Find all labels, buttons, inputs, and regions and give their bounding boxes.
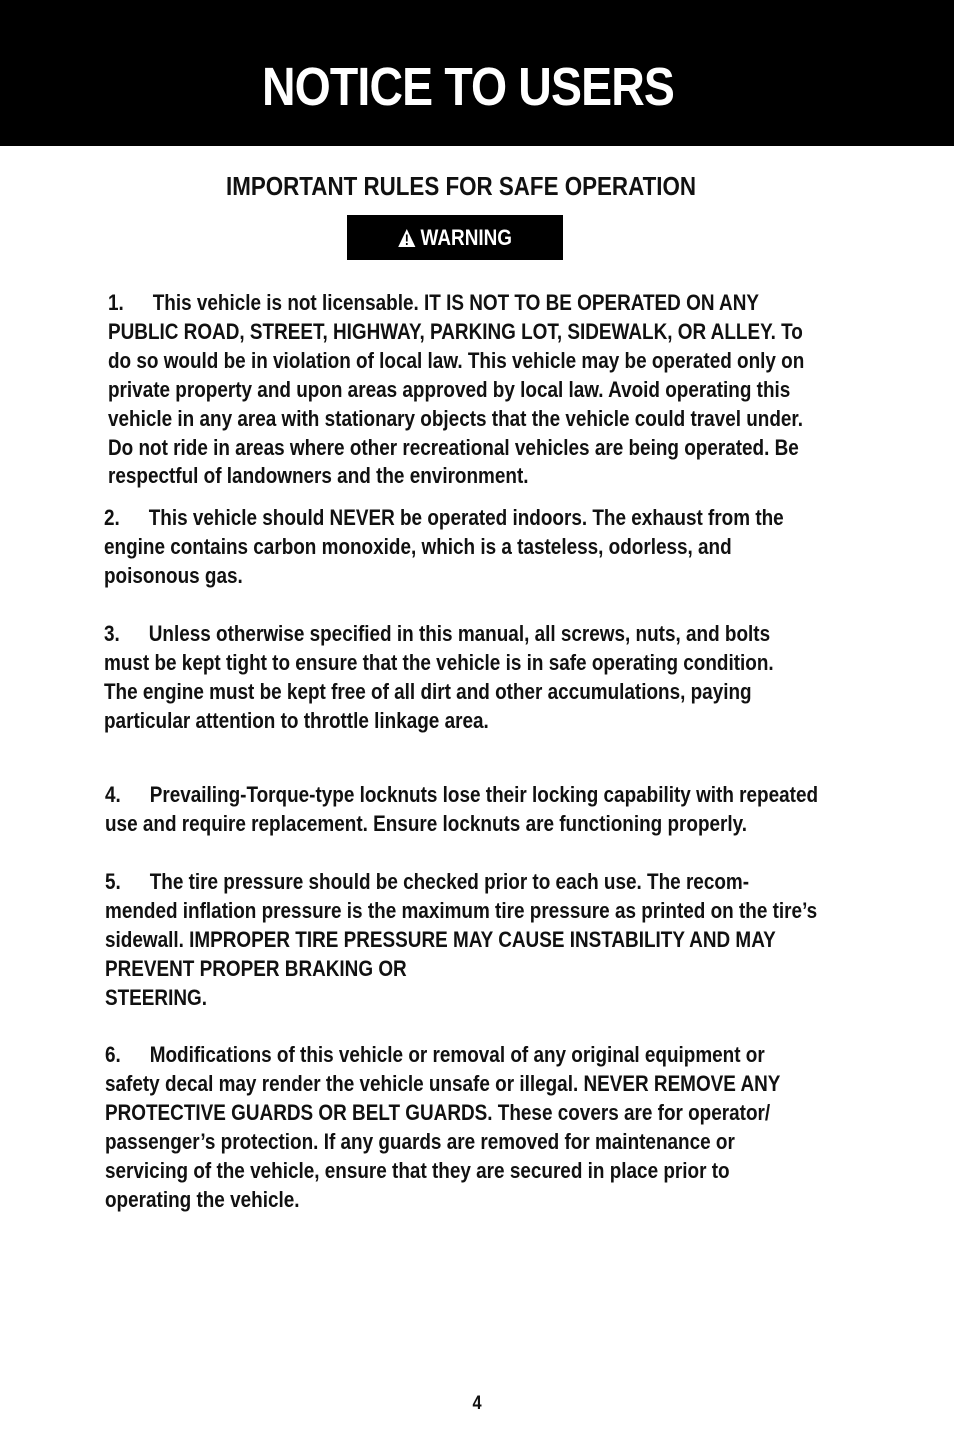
rule-text: Prevailing-Torque-type locknuts lose their locking capability with repeated use and require replacement. Ensure locknuts are functioning properly. [105,782,819,836]
rule-item-6 [105,1041,780,1214]
rule-text: Modifications of this vehicle or removal of any original equipment or safety decal may render the vehicle unsafe or illegal. NEVER REMOVE ANY PROTECTIVE GUARDS OR BELT GUARDS. These covers are for operator/ passenger’s protection. If any guards are removed for maintenance or servicing of the vehicle, ensure that they are secured in place prior to operating the vehicle. [105,1042,781,1212]
warning-text: WARNING [420,224,513,250]
rule-number: 6. [105,1042,121,1067]
rule-number: 4. [105,782,121,807]
rule-item-3 [104,620,774,736]
header-band [0,0,954,146]
page-title: NOTICE TO USERS [261,57,674,117]
rule-item-2 [104,504,784,591]
warning-label [398,225,513,251]
warning-triangle-icon [398,228,417,248]
rule-text: This vehicle should NEVER be operated indoors. The exhaust from the engine contains carbon monoxide, which is a tasteless, odorless, and poisonous gas. [104,505,784,588]
rule-text: This vehicle is not licensable. IT IS NOT TO BE OPERATED ON ANY PUBLIC ROAD, STREET, HIGHWAY, PARKING LOT, SIDEWALK, OR ALLEY. To do so would be in violation of local law. This vehicle may be operated only on private property and upon areas approved by local law. Avoid operating this vehicle in any area with stationary objects that the vehicle could travel under. Do not ride in areas where other recreational vehicles are being operated. Be respectful of landowners and the environment. [108,290,805,489]
rule-number: 2. [104,505,120,530]
rule-text: Unless otherwise specified in this manual, all screws, nuts, and bolts must be kept tight to ensure that the vehicle is in safe operating condition. The engine must be kept free of all dirt and other accumulations, paying particular attention to throttle linkage area. [104,621,774,733]
rule-number: 1. [108,290,124,315]
rule-number: 3. [104,621,120,646]
rule-text: The tire pressure should be checked prior to each use. The recom- mended inflation pressure is the maximum tire pressure as printed on the tire’s sidewall. IMPROPER TIRE PRESSURE MAY CAUSE INSTABILITY AND MAY PREVENT PROPER BRAKING OR STEERING. [105,869,818,1010]
rule-item-4 [105,781,818,839]
section-heading: IMPORTANT RULES FOR SAFE OPERATION [226,171,696,201]
warning-label-box [347,215,563,260]
rule-item-5 [105,868,817,1013]
rule-item-1 [108,289,804,491]
page-number: 4 [472,1393,482,1414]
rule-number: 5. [105,869,121,894]
